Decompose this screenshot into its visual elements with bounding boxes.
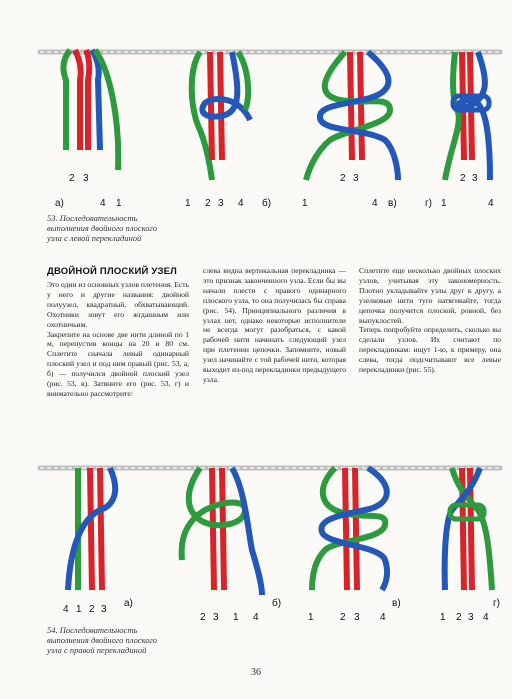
fig53-b-num-3: 3	[218, 198, 224, 209]
fig53-labels	[55, 173, 494, 209]
fig54-b-letter: б)	[272, 598, 282, 609]
fig53-d-num-4: 4	[488, 198, 494, 209]
fig53-d-letter: г)	[425, 198, 432, 209]
fig54-a-num-3: 2	[89, 604, 95, 615]
page-number: 36	[251, 667, 261, 678]
fig54-d-num-3: 3	[468, 612, 474, 620]
fig53-panel-b	[192, 52, 250, 180]
fig53-a-num-2: 3	[83, 173, 89, 184]
fig54-c-num-3: 3	[354, 612, 360, 620]
fig53-panel-d	[445, 52, 490, 180]
fig53-b-num-1: 1	[185, 198, 191, 209]
fig54-c-num-2: 2	[340, 612, 346, 620]
fig53-b-num-2: 2	[205, 198, 211, 209]
fig53-a-num-4: 1	[116, 198, 122, 209]
article-column-3: Сплетите еще несколько двойных плоских узлов, учитывая эту закономерность. Плотно укладывайте узлы друг к другу, а узелковые нити туго натягивайте, тогда цепочка получится плоской, ровной, без выпуклостей. Теперь попробуйте определить, сколько вы сделали узлов. Их считают по перекладинкам: ищут 1-ю, к примеру, она слева, тогда подсчитывают все левые перекладинки (рис. 55).	[359, 266, 501, 375]
fig54-c-num-1: 1	[308, 612, 314, 620]
fig53-d-num-2: 3	[472, 173, 478, 184]
fig54-panel-a	[62, 468, 115, 590]
fig54-d-num-4: 4	[483, 612, 489, 620]
fig54-a-letter: а)	[124, 598, 133, 609]
fig54-panel-d	[445, 468, 492, 590]
figure-53	[0, 0, 512, 215]
fig53-c-num-1: 2	[340, 173, 346, 184]
article-column-1: Это один из основных узлов плетения. Есть у него и другие названия: двойной полуузел, квадратный, обхватывающий. Охотники зовут его жгдашным или охотничьим. Закрепите на основе две нити длиной по 1 м, перепустив концы на 20 и 80 см. Сплетите сначала левый одинарный плоский узел и под ним правый (рис. 53, а, б) — получился двойной плоский узел (рис. 53, в). Затяните его (рис. 53, г) и внимательно рассмотрите:	[47, 280, 190, 398]
fig54-b-num-2: 3	[213, 612, 219, 620]
figure-54-caption: 54. Последовательность выполнения двойного плоского узла с правой перекладиной	[47, 625, 158, 655]
article-heading: ДВОЙНОЙ ПЛОСКИЙ УЗЕЛ	[47, 266, 178, 277]
fig53-c-num-4: 4	[372, 198, 378, 209]
fig54-b-num-1: 2	[200, 612, 206, 620]
figure-53-caption: 53. Последовательность выполнения двойного плоского узла с левой перекладиной	[47, 213, 158, 243]
fig53-panel-a	[52, 50, 118, 170]
fig54-panel-b	[182, 468, 262, 595]
fig53-c-num-3: 1	[302, 198, 308, 209]
fig54-c-letter: в)	[392, 598, 401, 609]
article-column-2: слева видна вертикальная перекладинка — это признак законченного узла. Если бы вы начали плести с правого одинарного плоского узла, то она получилась бы справа (рис. 54). Принципиального различия в узлах нет, однако некоторые исполнители не всегда могут разобраться, с какой рабочей нити начинать следующий узел при плетении цепочки. Запомните, новый узел начинайте с той рабочей нити, которая выходит из-под перекладинки предыдущего узла.	[203, 266, 346, 384]
figure-54	[0, 450, 512, 620]
fig54-a-num-1: 4	[63, 604, 69, 615]
fig54-d-num-1: 1	[440, 612, 446, 620]
fig53-a-num-3: 4	[100, 198, 106, 209]
fig54-c-num-4: 4	[380, 612, 386, 620]
fig54-b-num-3: 1	[233, 612, 239, 620]
fig54-d-num-2: 2	[456, 612, 462, 620]
fig53-panel-c	[306, 52, 398, 180]
fig54-d-letter: г)	[493, 598, 500, 609]
fig54-panel-c	[312, 468, 387, 590]
fig54-a-num-4: 3	[101, 604, 107, 615]
fig53-b-letter: б)	[262, 198, 272, 209]
figure-53-drawing	[0, 0, 512, 215]
fig53-d-num-3: 1	[441, 198, 447, 209]
figure-54-drawing	[0, 450, 512, 620]
fig53-a-num-1: 2	[69, 173, 75, 184]
fig53-a-letter: а)	[55, 198, 64, 209]
fig54-a-num-2: 1	[76, 604, 82, 615]
fig54-labels	[63, 597, 500, 620]
fig53-b-num-4: 4	[238, 198, 244, 209]
fig53-c-num-2: 3	[353, 173, 359, 184]
fig53-c-letter: в)	[388, 198, 397, 209]
fig53-d-num-1: 2	[460, 173, 466, 184]
fig54-b-num-4: 4	[253, 612, 259, 620]
